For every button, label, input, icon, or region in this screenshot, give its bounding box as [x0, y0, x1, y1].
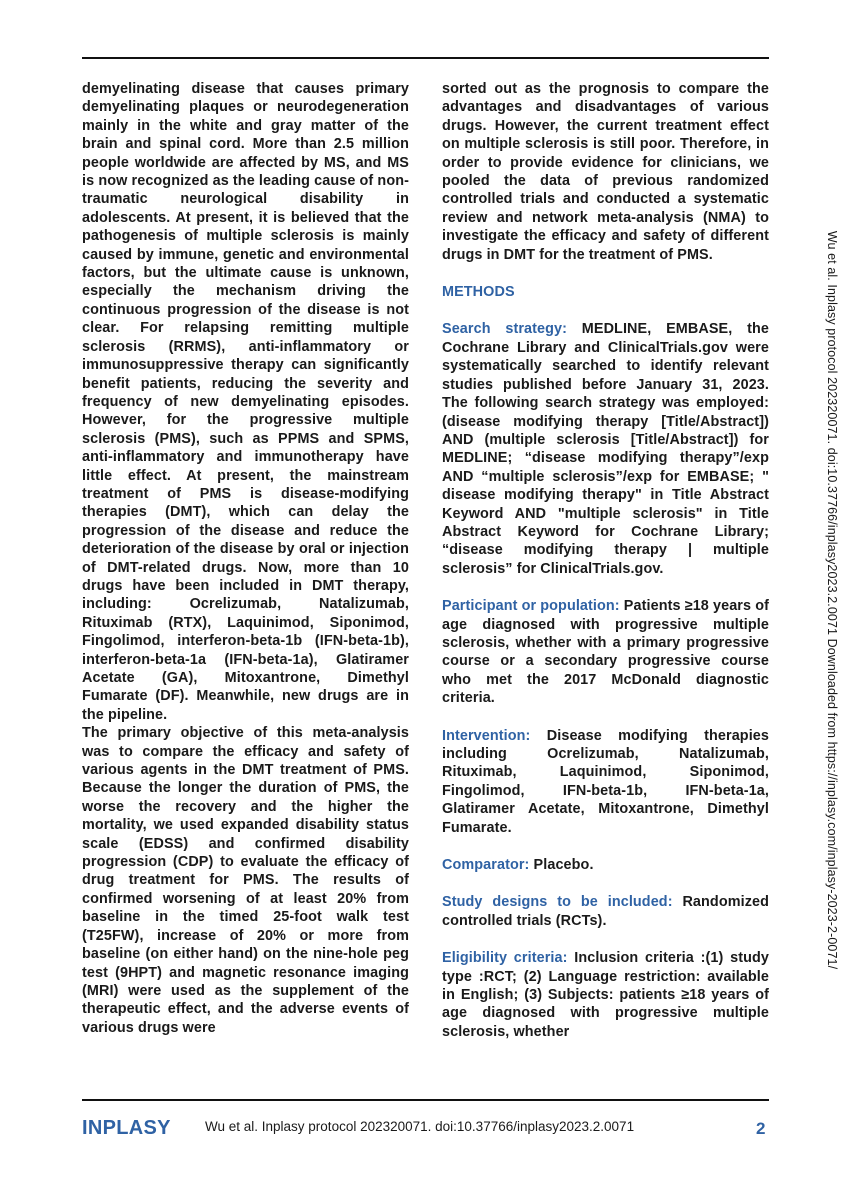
participant-text: Patients ≥18 years of age diagnosed with progressive multiple sclerosis, whether with a primary progressive course or a secondary progressive course who met the 2017 McDonald diagnostic criteria. [442, 598, 769, 707]
rationale-paragraph: sorted out as the prognosis to compare the advantages and disadvantages of various drugs. However, the current treatment effect on multiple sclerosis is still poor. Therefore, in order to provide evidence for clinicians, we pooled the data of previous randomized controlled trials and conducted a systematic review and network meta-analysis (NMA) to investigate the efficacy and safety of different drugs in DMT for the treatment of PMS. [442, 81, 769, 263]
eligibility-section [442, 949, 769, 1041]
methods-heading: METHODS [442, 284, 515, 301]
page-number: 2 [756, 1119, 766, 1138]
side-download-text: Wu et al. Inplasy protocol 202320071. doi:10.37766/inplasy2023.2.0071 Downloaded from https://inplasy.com/inplasy-2023-2-0071/ [825, 230, 839, 970]
objective-paragraph: The primary objective of this meta-analysis was to compare the efficacy and safety of various agents in the DMT treatment of PMS. Because the longer the duration of PMS, the worse the recovery and the higher the mortality, we used expanded disability status scale (EDSS) and confirmed disability progression (CDP) to evaluate the efficacy of drug treatment for PMS. The results of confirmed worsening of at least 20% from baseline in the timed 25-foot walk test (T25FW), increase of 20% or more from baseline (on either hand) on the nine-hole peg test (9HPT) and magnetic resonance imaging (MRI) were used as the supplement of the therapeutic effect, and the adverse events of various drugs were [82, 725, 409, 1036]
search-strategy-section [442, 320, 769, 578]
intro-paragraph: demyelinating disease that causes primary demyelinating plaques or neurodegeneration mainly in the white and gray matter of the brain and spinal cord. More than 2.5 million people worldwide are affected by MS, and MS is now recognized as the leading cause of non-traumatic neurological disability in adolescents. At present, it is believed that the pathogenesis of multiple sclerosis is mainly caused by immune, genetic and environmental factors, but the ultimate cause is unknown, especially the mechanism driving the continuous progression of the disease is not clear. For relapsing remitting multiple sclerosis (RRMS), anti-inflammatory or immunosuppressive therapy can significantly benefit patients, reducing the severity and frequency of new demyelinating episodes. However, for the progressive multiple sclerosis (PMS), such as PPMS and SPMS, anti-inflammatory and immunotherapy have little effect. At present, the mainstream treatment of PMS is disease-modifying therapies (DMT), which can delay the progression of the disease and reduce the deterioration of the disease by oral or injection of DMT-related drugs. Now, more than 10 drugs have been included in DMT therapy, including: Ocrelizumab, Natalizumab, Rituximab (RTX), Laquinimod, Siponimod, Fingolimod, interferon-beta-1b (IFN-beta-1b), interferon-beta-1a (IFN-beta-1a), Glatiramer Acetate (GA), Mitoxantrone, Dimethyl Fumarate (DF). Meanwhile, new drugs are in the pipeline. [82, 81, 409, 723]
header-rule [82, 57, 769, 59]
left-column [82, 80, 409, 1037]
footer-citation: Wu et al. Inplasy protocol 202320071. doi:10.37766/inplasy2023.2.0071 [205, 1119, 635, 1134]
search-strategy-label: Search strategy: [442, 321, 568, 338]
participant-label: Participant or population: [442, 598, 620, 615]
comparator-label: Comparator: [442, 857, 530, 874]
comparator-section [442, 856, 769, 874]
footer-rule [82, 1099, 769, 1101]
participant-section [442, 597, 769, 707]
inplasy-logo: INPLASY [82, 1117, 171, 1139]
study-designs-label: Study designs to be included: [442, 894, 673, 911]
study-designs-section [442, 893, 769, 930]
right-column [442, 80, 769, 1041]
search-strategy-text: MEDLINE, EMBASE, the Cochrane Library and ClinicalTrials.gov were systematically searched to identify relevant studies published before January 31, 2023. The following search strategy was employed: (disease modifying therapy [Title/Abstract]) AND (multiple sclerosis [Title/Abstract]) for MEDLINE; “disease modifying therapy”/exp AND “multiple sclerosis”/exp for EMBASE; " disease modifying therapy" in Title Abstract Keyword AND "multiple sclerosis" in Title Abstract Keyword for Cochrane Library; “disease modifying therapy | multiple sclerosis” for ClinicalTrials.gov. [442, 321, 769, 577]
intervention-section [442, 727, 769, 837]
eligibility-label: Eligibility criteria: [442, 950, 568, 967]
eligibility-text: Inclusion criteria :(1) study type :RCT; (2) Language restriction: available in English; (3) Subjects: patients ≥18 years of age diagnosed with progressive multiple sclerosis, whether [442, 950, 769, 1040]
comparator-text: Placebo. [529, 857, 594, 874]
study-designs-text: Randomized controlled trials (RCTs). [442, 894, 769, 929]
intervention-label: Intervention: [442, 727, 531, 744]
intervention-text: Disease modifying therapies including Ocrelizumab, Natalizumab, Rituximab, Laquinimod, Siponimod, Fingolimod, IFN-beta-1b, IFN-beta-1a, Glatiramer Acetate, Mitoxantrone, Dimethyl Fumarate. [442, 727, 769, 836]
